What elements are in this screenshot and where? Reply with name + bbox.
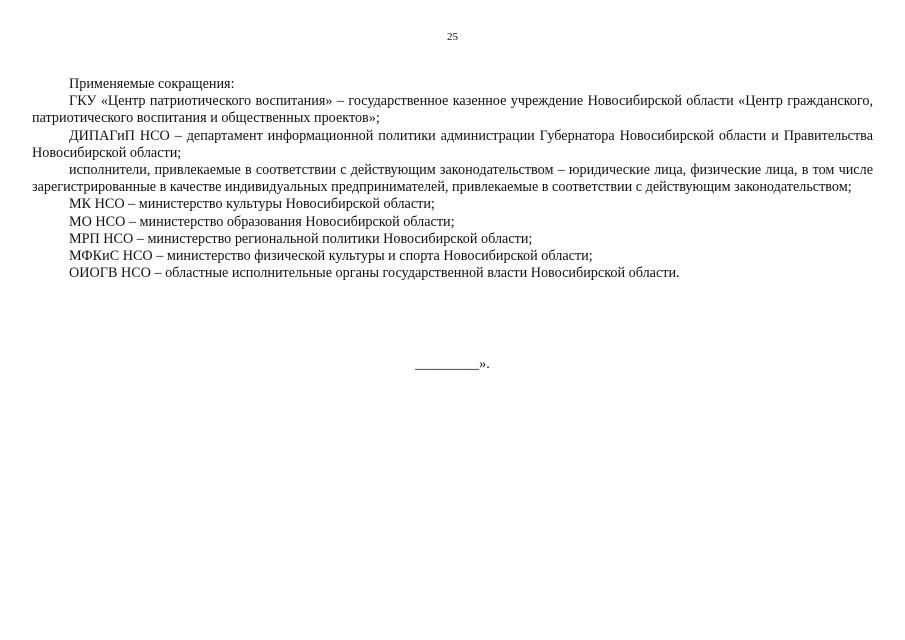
- closing-line: _________».: [415, 356, 490, 372]
- page-number: 25: [447, 31, 458, 43]
- abbreviation-gku: ГКУ «Центр патриотического воспитания» – государственное казенное учреждение Новосибирской области «Центр гражданского, патриотического воспитания и общественных проектов»;: [32, 93, 873, 127]
- abbreviations-section: [32, 76, 873, 282]
- abbreviation-dipagip: ДИПАГиП НСО – департамент информационной политики администрации Губернатора Новосибирской области и Правительства Новосибирской области;: [32, 127, 873, 161]
- abbreviation-executors: исполнители, привлекаемые в соответствии с действующим законодательством – юридические лица, физические лица, в том числе зарегистрированные в качестве индивидуальных предпринимателей, привлекаемые в соответствии с действующим законодательством;: [32, 162, 873, 196]
- abbreviation-mrp-nso: МРП НСО – министерство региональной политики Новосибирской области;: [69, 230, 533, 247]
- abbreviation-mo-nso: МО НСО – министерство образования Новосибирской области;: [69, 213, 455, 230]
- abbreviations-heading: Применяемые сокращения:: [69, 76, 235, 92]
- abbreviation-mfkis-nso: МФКиС НСО – министерство физической культуры и спорта Новосибирской области;: [69, 248, 593, 265]
- abbreviation-mk-nso: МК НСО – министерство культуры Новосибирской области;: [69, 196, 435, 213]
- abbreviation-oiogv-nso: ОИОГВ НСО – областные исполнительные органы государственной власти Новосибирской области.: [69, 265, 680, 282]
